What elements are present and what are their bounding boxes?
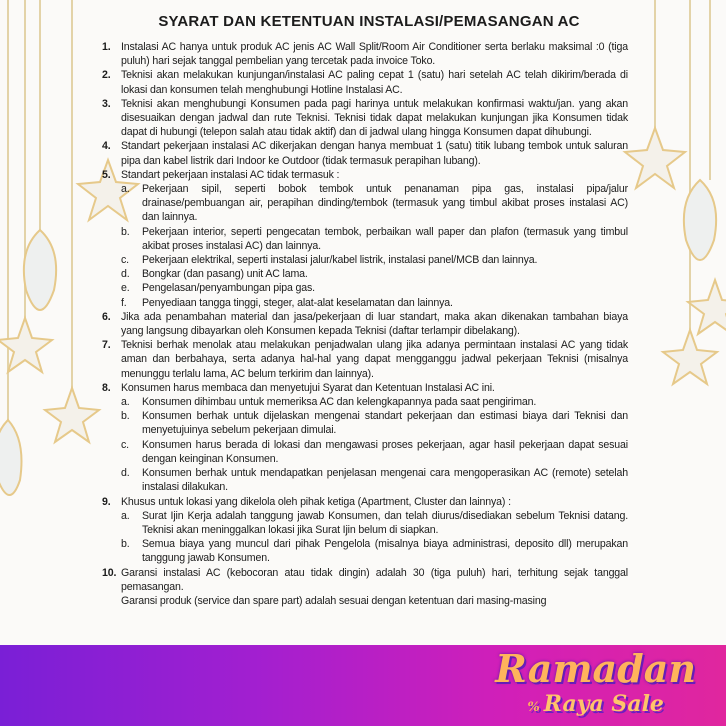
star-icon: [625, 128, 685, 188]
sub-letter: a.: [121, 183, 130, 196]
sub-letter: e.: [121, 282, 130, 295]
sub-text: Surat Ijin Kerja adalah tanggung jawab Konsumen, dan telah diurus/disediakan sebelum Teknisi datang. Teknisi akan meninggalkan lokasi jika Surat Ijin belum di siapkan.: [142, 509, 628, 536]
sub-letter: a.: [121, 396, 130, 409]
sub-text: Bongkar (dan pasang) unit AC lama.: [142, 268, 308, 281]
sub-text: Pekerjaan sipil, seperti bobok tembok untuk penanaman pipa gas, instalasi pipa/jalur drainase/pembuangan air, perapihan dinding/tembok (termasuk yang timbul akibat proses instalasi AC) dan lainnya.: [142, 183, 628, 224]
term-item: [100, 68, 628, 96]
item-text: Teknisi akan menghubungi Konsumen pada pagi harinya untuk melakukan konfirmasi waktu/jan. yang akan disesuaikan dengan jadwal dan rute Teknisi. Teknisi tidak dapat melakukan kunjungan jika Konsumen tidak dapat di hubungi (telepon salah atau tidak aktif) dan di jadwal ulang hingga Konsumen dapat dihubungi.: [121, 97, 628, 139]
term-item: [100, 97, 628, 140]
page-title: SYARAT DAN KETENTUAN INSTALASI/PEMASANGAN AC: [158, 13, 580, 30]
term-item: [100, 381, 628, 495]
sub-item: [121, 466, 628, 494]
item-number: 2.: [102, 69, 111, 82]
term-item: [100, 168, 628, 310]
sub-letter: d.: [121, 268, 130, 281]
sub-letter: b.: [121, 410, 130, 423]
item-text: Standart pekerjaan instalasi AC tidak termasuk :: [121, 168, 340, 181]
sub-item: [121, 225, 628, 253]
sub-letter: f.: [121, 296, 127, 309]
term-item: [100, 139, 628, 167]
item-number: 3.: [102, 97, 111, 110]
item-text: Khusus untuk lokasi yang dikelola oleh pihak ketiga (Apartment, Cluster dan lainnya) :: [121, 495, 511, 508]
term-item: [100, 310, 628, 338]
sub-text: Pengelasan/penyambungan pipa gas.: [142, 282, 315, 295]
sub-item: [121, 409, 628, 437]
sub-item: [121, 253, 628, 267]
sub-letter: b.: [121, 538, 130, 551]
item-number: 4.: [102, 140, 111, 153]
item-text: Instalasi AC hanya untuk produk AC jenis AC Wall Split/Room Air Conditioner serta berlaku maksimal :0 (tiga puluh) hari sejak tanggal pembelian yang tercetak pada invoice Toko.: [121, 41, 628, 68]
ramadan-raya-sale-logo: [495, 647, 696, 721]
item-text: Konsumen harus membaca dan menyetujui Syarat dan Ketentuan Instalasi AC ini.: [121, 381, 495, 394]
item-number: 9.: [102, 495, 111, 508]
lantern-icon: [24, 230, 56, 310]
sub-letter: c.: [121, 254, 129, 267]
sub-text: Konsumen berhak untuk mendapatkan penjelasan mengenai cara mengoperasikan AC (remote) setelah instalasi dilakukan.: [142, 467, 628, 494]
item-text: Teknisi berhak menolak atau melakukan penjadwalan ulang jika adanya permintaan instalasi AC yang tidak aman dan berbahaya, serta adanya hal-hal yang dapat mengganggu jadwal pekerjaan Teknisi (misalnya menunggu terlalu lama, AC belum terkirim dan lainnya).: [121, 339, 628, 380]
item-text: Standart pekerjaan instalasi AC dikerjakan dengan hanya membuat 1 (satu) titik lubang tembok untuk saluran pipa dan kabel listrik dari Indoor ke Outdoor (tidak termasuk perapihan lubang).: [121, 140, 628, 167]
sub-item: [121, 537, 628, 565]
star-icon: [45, 388, 99, 442]
sub-text: Pekerjaan interior, seperti pengecatan tembok, perbaikan wall paper dan plafon (termasuk yang timbul akibat proses instalasi AC) dan lainnya.: [142, 225, 628, 252]
sub-text: Konsumen berhak untuk dijelaskan mengenai standart pekerjaan dan estimasi biaya dari Teknisi dan menyetujuinya sebelum pekerjaan dimulai.: [142, 410, 628, 437]
sub-text: Konsumen dihimbau untuk memeriksa AC dan kelengkapannya pada saat pengiriman.: [142, 396, 537, 409]
term-item: [100, 495, 628, 566]
item-number: 6.: [102, 310, 111, 323]
banner-line1: Ramadan: [495, 646, 696, 691]
terms-list: [100, 40, 628, 608]
item-text: Teknisi akan melakukan kunjungan/instalasi AC paling cepat 1 (satu) hari setelah AC telah dikirim/berada di lokasi dan konsumen telah menghubungi Hotline Instalasi AC.: [121, 69, 628, 96]
lantern-icon: [0, 420, 22, 495]
term-item: [100, 338, 628, 381]
sub-item: [121, 395, 628, 409]
sub-letter: a.: [121, 509, 130, 522]
sub-text: Penyediaan tangga tinggi, steger, alat-alat keselamatan dan lainnya.: [142, 296, 453, 309]
item-number: 5.: [102, 168, 111, 181]
sub-text: Konsumen harus berada di lokasi dan mengawasi proses pekerjaan, agar hasil pekerjaan dapat sesuai dengan keinginan Konsumen.: [142, 438, 628, 465]
sub-item: [121, 182, 628, 225]
sub-item: [121, 296, 628, 310]
item-number: 7.: [102, 339, 111, 352]
term-item: [100, 566, 628, 609]
sub-text: Semua biaya yang muncul dari pihak Pengelola (misalnya biaya administrasi, deposito dll) merupakan tanggung jawab Konsumen.: [142, 538, 628, 565]
sub-item: [121, 509, 628, 537]
sub-letter: d.: [121, 467, 130, 480]
sub-item: [121, 438, 628, 466]
item-text: Jika ada penambahan material dan jasa/pekerjaan di luar standart, maka akan dikenakan tambahan biaya yang langsung dibayarkan oleh Konsumen kepada Teknisi (daftar terlampir dibelakang).: [121, 310, 628, 338]
ramadan-banner: [0, 645, 726, 726]
sub-text: Pekerjaan elektrikal, seperti instalasi jalur/kabel listrik, instalasi panel/MCB dan lainnya.: [142, 254, 538, 267]
item-extra-text: Garansi produk (service dan spare part) adalah sesuai dengan ketentuan dari masing-masing: [121, 594, 547, 607]
sub-item: [121, 281, 628, 295]
sub-letter: b.: [121, 225, 130, 238]
terms-document: [100, 12, 628, 608]
lantern-icon: [684, 180, 716, 260]
item-number: 1.: [102, 41, 111, 53]
item-number: 10.: [102, 566, 117, 579]
percent-icon: %: [527, 700, 540, 715]
banner-line2: Raya Sale: [543, 691, 664, 717]
item-text: Garansi instalasi AC (kebocoran atau tidak dingin) adalah 30 (tiga puluh) hari, terhitung sejak tanggal pemasangan.: [121, 566, 628, 593]
sub-item: [121, 267, 628, 281]
sub-letter: c.: [121, 438, 129, 451]
star-icon: [663, 330, 717, 384]
star-icon: [688, 280, 726, 334]
term-item: [100, 40, 628, 68]
item-number: 8.: [102, 381, 111, 394]
